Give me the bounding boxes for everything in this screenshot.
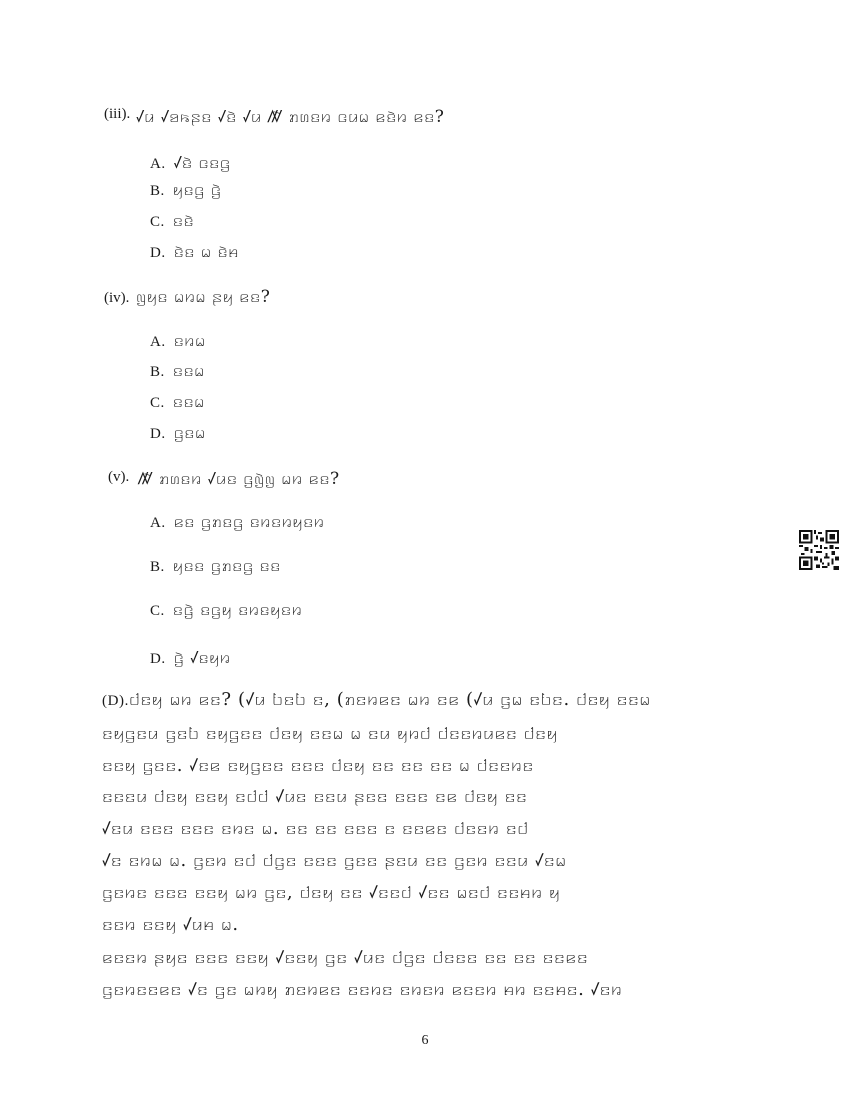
qr-code-icon (799, 530, 839, 570)
option-text: ꤢꤢꤗ (172, 392, 205, 412)
question-5-option-d (150, 645, 231, 668)
question-3-text: ꤶꤣ ꤶꤤꤒꤔꤢ ꤶꤢꤧ ꤶꤣ ꤲꤧ ꤊꤛꤢꤙ ꤍꤣꤗ ꤕꤢꤧꤙ ꤕꤢ? (136, 107, 445, 127)
passage-line: ꤶꤢꤣ ꤢꤢꤢ ꤢꤢꤢ ꤢꤙꤢ ꤗ. ꤢꤢ ꤢꤢ ꤢꤢꤢ ꤢ ꤢꤢꤕꤢ ꤓꤢꤢꤙ ꤢꤓ (102, 818, 529, 840)
question-5-option-b (150, 556, 281, 576)
question-4-option-b (150, 361, 205, 381)
option-label: D. (150, 245, 166, 261)
option-label: D. (150, 426, 166, 442)
page-number: 6 (421, 1033, 429, 1048)
question-3-option-a (150, 150, 231, 173)
option-label: D. (150, 651, 166, 667)
option-text: ꤢꤙꤗ (173, 331, 206, 351)
option-label: A. (150, 515, 166, 531)
option-text: ꤢꤢꤧ (172, 211, 195, 231)
passage-line: ꤞꤢꤙꤢ ꤢꤢꤢ ꤢꤢꤟ ꤗꤙ ꤞꤢ, ꤓꤢꤟ ꤢꤢ ꤶꤢꤢꤓ ꤶꤢꤢ ꤗꤢꤓ ꤢꤢꤌꤙ ꤟ (102, 881, 561, 903)
option-text: ꤟꤢꤢ ꤞꤊꤢꤞ ꤢꤢ (172, 556, 281, 576)
passage-line: ꤶꤢ ꤢꤙꤗ ꤗ. ꤞꤢꤙ ꤢꤓ ꤓꤞꤢ ꤢꤢꤢ ꤞꤢꤢ ꤔꤢꤣ ꤢꤢ ꤞꤢꤙ ꤢꤢꤣ ꤶꤢꤗ (102, 849, 567, 871)
option-label: A. (150, 334, 166, 350)
option-text: ꤕꤢ ꤞꤊꤢꤞ ꤢꤙꤢꤙꤟꤢꤙ (173, 512, 325, 532)
option-text: ꤢꤢꤗ (172, 361, 205, 381)
option-label: B. (150, 183, 165, 199)
question-5-number: (v). (108, 469, 130, 485)
passage-line (102, 684, 752, 718)
passage-line: ꤢꤟꤞꤢꤣ ꤞꤢꤝ ꤢꤟꤞꤢꤢ ꤓꤢꤟ ꤢꤢꤗ ꤗ ꤢꤣ ꤟꤙꤓ ꤓꤢꤢꤙꤣꤕꤢ ꤓꤢꤟ (102, 722, 558, 744)
passage-line: ꤞꤢꤙꤢꤢꤕꤢ ꤶꤢ ꤞꤢ ꤗꤙꤟ ꤊꤢꤙꤕꤢ ꤢꤢꤙꤢ ꤢꤙꤢꤙ ꤕꤢꤢꤙ ꤌꤙ ꤢꤢꤌꤢ. ꤶꤢꤙ (102, 978, 623, 1000)
option-label: B. (150, 364, 165, 380)
question-3-option-d (150, 242, 239, 262)
question-3-number: (iii). (104, 106, 131, 122)
option-label: B. (150, 559, 165, 575)
option-label: C. (150, 603, 165, 619)
question-4-number: (iv). (104, 290, 130, 306)
passage-line-text: ꤓꤢꤟ ꤗꤙ ꤕꤢ? (ꤶꤣ ꤝꤢꤝ ꤢ, (ꤊꤢꤙꤕꤢ ꤗꤙ ꤢꤕ (ꤶꤣ ꤞꤗ ꤢꤝꤢ. ꤓꤢꤟ ꤢꤢꤗ (128, 689, 651, 710)
passage-line: ꤢꤢꤟ ꤞꤢꤢ. ꤶꤢꤕ ꤢꤟꤞꤢꤢ ꤢꤢꤢ ꤓꤢꤟ ꤢꤢ ꤢꤢ ꤢꤢ ꤗ ꤓꤢꤢꤙꤢ (102, 754, 534, 776)
question-5-text: ꤲꤧ ꤊꤛꤢꤙ ꤶꤣꤢ ꤞꤜꤧꤜ ꤗꤙ ꤕꤢ? (138, 469, 340, 489)
question-5-option-a (150, 512, 325, 532)
option-label: C. (150, 214, 165, 230)
option-text: ꤶꤢꤧ ꤍꤢꤞ (173, 153, 231, 173)
option-text: ꤞꤢꤗ (173, 423, 206, 443)
question-5-option-c (150, 600, 302, 620)
option-text: ꤞꤧ ꤶꤢꤟꤙ (173, 648, 231, 668)
option-text: ꤢꤧꤢ ꤗ ꤢꤧꤌ (173, 242, 239, 262)
passage-line: ꤕꤢꤢꤙ ꤔꤟꤢ ꤢꤢꤢ ꤢꤢꤟ ꤶꤢꤢꤟ ꤞꤢ ꤶꤣꤢ ꤓꤞꤢ ꤓꤢꤢꤢ ꤢꤢ ꤢꤢ ꤢꤢꤕꤢ (102, 947, 589, 968)
passage-d (102, 684, 752, 940)
option-text: ꤢꤞꤧ ꤢꤞꤟ ꤢꤙꤢꤟꤢꤙ (172, 600, 303, 620)
option-label: A. (150, 156, 166, 172)
question-4-option-c (150, 392, 205, 412)
passage-2 (102, 942, 752, 1006)
option-text: ꤟꤢꤞ ꤞꤧ (172, 180, 222, 200)
question-3-option-b (150, 180, 221, 200)
question-3-option-c (150, 211, 194, 231)
passage-line: ꤢꤢꤢꤣ ꤓꤢꤟ ꤢꤢꤟ ꤢꤓꤓ ꤶꤣꤢ ꤢꤢꤣ ꤔꤢꤢ ꤢꤢꤢ ꤢꤕ ꤓꤢꤟ ꤢꤢ (102, 786, 528, 808)
passage-line: ꤢꤢꤙ ꤢꤢꤟ ꤶꤣꤌ ꤗ. (102, 913, 239, 935)
question-4-option-d (150, 423, 206, 443)
option-label: C. (150, 395, 165, 411)
question-4-option-a (150, 331, 206, 351)
passage-lead: (D). (102, 693, 129, 709)
question-4-text: ꤜꤟꤢ ꤗꤙꤗ ꤔꤟ ꤕꤢ? (136, 287, 271, 307)
